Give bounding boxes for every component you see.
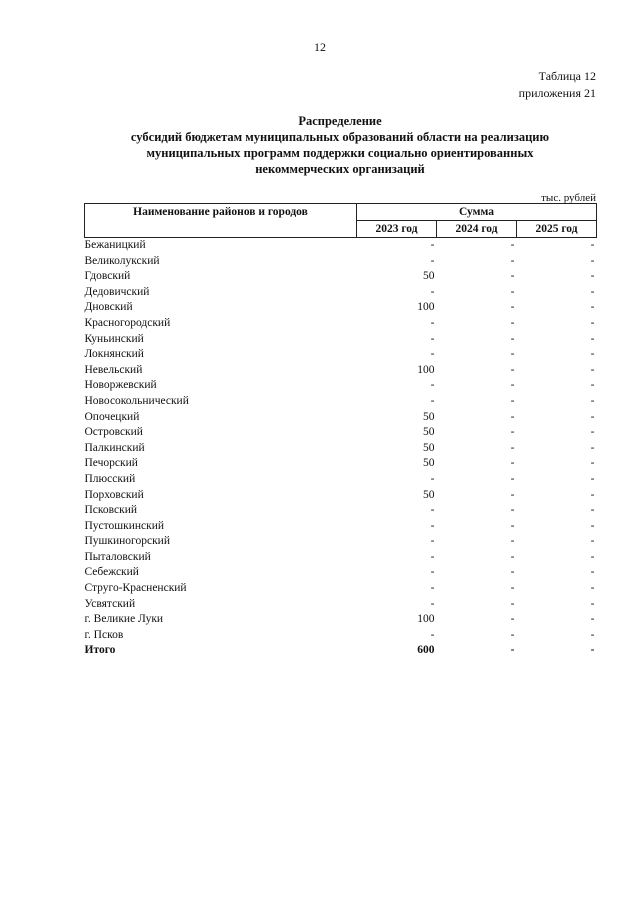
value-2024-cell: - — [510, 488, 515, 501]
value-2024-cell: - — [510, 597, 515, 610]
value-2024-cell: - — [510, 379, 515, 392]
value-2024-cell: - — [510, 566, 515, 579]
value-2023-cell: 50 — [423, 457, 435, 470]
district-name-cell: г. Псков — [84, 628, 124, 641]
value-2023-cell: - — [430, 316, 435, 329]
table-row — [85, 347, 597, 363]
table-row — [85, 394, 597, 410]
units-label: тыс. рублей — [541, 192, 596, 204]
title-line3: муниципальных программ поддержки социально ориентированных — [146, 146, 534, 160]
value-2024-cell: - — [510, 363, 515, 376]
district-name-cell: Струго-Красненский — [84, 582, 187, 595]
value-2024-cell: - — [510, 410, 515, 423]
value-2025-cell: - — [590, 472, 595, 485]
value-2023-cell: - — [430, 379, 435, 392]
value-2025-cell: - — [590, 441, 595, 454]
district-name-cell: Печорский — [84, 457, 138, 470]
value-2023-cell: - — [430, 472, 435, 485]
table-row — [85, 612, 597, 628]
total-row — [85, 643, 597, 659]
value-2025-cell: - — [590, 285, 595, 298]
title-line4: некоммерческих организаций — [255, 162, 425, 176]
table-row — [85, 238, 597, 254]
year-header-2024: 2024 год — [437, 221, 517, 238]
value-2024-cell: - — [510, 550, 515, 563]
district-name-cell: Порховский — [84, 488, 144, 501]
table-reference — [519, 68, 596, 102]
value-2025-cell: - — [590, 644, 595, 657]
value-2023-cell: - — [430, 550, 435, 563]
table-row — [85, 534, 597, 550]
value-2023-cell: 50 — [423, 488, 435, 501]
value-2024-cell: - — [510, 254, 515, 267]
value-2024-cell: - — [510, 394, 515, 407]
district-name-cell: Псковский — [84, 504, 138, 517]
value-2025-cell: - — [590, 597, 595, 610]
value-2025-cell: - — [590, 504, 595, 517]
value-2024-cell: - — [510, 457, 515, 470]
district-name-cell: Новоржевский — [84, 379, 157, 392]
value-2025-cell: - — [590, 457, 595, 470]
district-name-cell: Усвятский — [84, 597, 136, 610]
value-2024-cell: - — [510, 426, 515, 439]
year-header-2023: 2023 год — [357, 221, 437, 238]
value-2025-cell: - — [590, 316, 595, 329]
name-column-header: Наименование районов и городов — [85, 204, 357, 238]
value-2025-cell: - — [590, 379, 595, 392]
table-row — [85, 441, 597, 457]
title-line1: Распределение — [298, 114, 382, 128]
value-2023-cell: 100 — [417, 363, 435, 376]
value-2025-cell: - — [590, 426, 595, 439]
district-name-cell: Итого — [84, 644, 116, 657]
table-row — [85, 456, 597, 472]
district-name-cell: Пушкиногорский — [84, 535, 170, 548]
table-row — [85, 628, 597, 644]
value-2024-cell: - — [510, 332, 515, 345]
value-2023-cell: - — [430, 332, 435, 345]
table-row — [85, 425, 597, 441]
table-row — [85, 300, 597, 316]
table-row — [85, 597, 597, 613]
value-2024-cell: - — [510, 441, 515, 454]
value-2023-cell: - — [430, 348, 435, 361]
value-2023-cell: - — [430, 519, 435, 532]
value-2025-cell: - — [590, 348, 595, 361]
district-name-cell: Красногородский — [84, 316, 171, 329]
value-2023-cell: - — [430, 582, 435, 595]
value-2023-cell: 100 — [417, 301, 435, 314]
value-2025-cell: - — [590, 410, 595, 423]
value-2025-cell: - — [590, 488, 595, 501]
value-2025-cell: - — [590, 535, 595, 548]
district-name-cell: Гдовский — [84, 270, 131, 283]
value-2025-cell: - — [590, 628, 595, 641]
value-2025-cell: - — [590, 332, 595, 345]
value-2024-cell: - — [510, 285, 515, 298]
table-row — [85, 410, 597, 426]
value-2025-cell: - — [590, 550, 595, 563]
title-line2: субсидий бюджетам муниципальных образований области на реализацию — [130, 130, 550, 144]
value-2024-cell: - — [510, 613, 515, 626]
district-name-cell: Новосокольнический — [84, 394, 189, 407]
table-row — [85, 269, 597, 285]
value-2023-cell: 50 — [423, 441, 435, 454]
table-row — [85, 285, 597, 301]
table-row — [85, 254, 597, 270]
district-name-cell: Локнянский — [84, 348, 144, 361]
value-2025-cell: - — [590, 239, 595, 251]
district-name-cell: Дновский — [84, 301, 133, 314]
district-name-cell: Бежаницкий — [84, 239, 146, 251]
value-2024-cell: - — [510, 504, 515, 517]
value-2023-cell: 50 — [423, 270, 435, 283]
value-2024-cell: - — [510, 270, 515, 283]
value-2024-cell: - — [510, 582, 515, 595]
value-2024-cell: - — [510, 644, 515, 657]
district-name-cell: г. Великие Луки — [84, 613, 164, 626]
district-name-cell: Себежский — [84, 566, 139, 579]
document-title — [80, 113, 600, 177]
subsidy-table — [84, 203, 597, 659]
value-2023-cell: - — [430, 254, 435, 267]
value-2024-cell: - — [510, 519, 515, 532]
value-2023-cell: 50 — [423, 426, 435, 439]
value-2023-cell: - — [430, 628, 435, 641]
value-2023-cell: 600 — [417, 644, 435, 657]
value-2023-cell: - — [430, 394, 435, 407]
table-row — [85, 488, 597, 504]
value-2024-cell: - — [510, 348, 515, 361]
value-2025-cell: - — [590, 566, 595, 579]
value-2025-cell: - — [590, 582, 595, 595]
district-name-cell: Пыталовский — [84, 550, 151, 563]
value-2025-cell: - — [590, 394, 595, 407]
table-row — [85, 503, 597, 519]
table-ref-line2: приложения 21 — [518, 86, 596, 100]
district-name-cell: Островский — [84, 426, 143, 439]
district-name-cell: Великолукский — [84, 254, 160, 267]
value-2024-cell: - — [510, 316, 515, 329]
page-number: 12 — [314, 40, 326, 54]
district-name-cell: Невельский — [84, 363, 143, 376]
table-ref-line1: Таблица 12 — [538, 69, 596, 83]
value-2023-cell: - — [430, 597, 435, 610]
value-2023-cell: - — [430, 504, 435, 517]
district-name-cell: Плюсский — [84, 472, 136, 485]
value-2024-cell: - — [510, 239, 515, 251]
year-header-2025: 2025 год — [517, 221, 597, 238]
table-row — [85, 363, 597, 379]
value-2023-cell: - — [430, 285, 435, 298]
table-row — [85, 565, 597, 581]
table-row — [85, 332, 597, 348]
value-2024-cell: - — [510, 301, 515, 314]
district-name-cell: Пустошкинский — [84, 519, 165, 532]
district-name-cell: Опочецкий — [84, 410, 140, 423]
table-row — [85, 378, 597, 394]
table-row — [85, 472, 597, 488]
value-2023-cell: 50 — [423, 410, 435, 423]
value-2025-cell: - — [590, 363, 595, 376]
value-2025-cell: - — [590, 301, 595, 314]
table-row — [85, 519, 597, 535]
table-row — [85, 581, 597, 597]
district-name-cell: Куньинский — [84, 332, 144, 345]
value-2023-cell: 100 — [417, 613, 435, 626]
value-2025-cell: - — [590, 254, 595, 267]
district-name-cell: Палкинский — [84, 441, 145, 454]
value-2025-cell: - — [590, 270, 595, 283]
value-2023-cell: - — [430, 566, 435, 579]
district-name-cell: Дедовичский — [84, 285, 150, 298]
sum-column-header: Сумма — [357, 204, 597, 221]
value-2023-cell: - — [430, 535, 435, 548]
value-2024-cell: - — [510, 628, 515, 641]
value-2024-cell: - — [510, 535, 515, 548]
table-row — [85, 550, 597, 566]
value-2024-cell: - — [510, 472, 515, 485]
value-2025-cell: - — [590, 519, 595, 532]
value-2023-cell: - — [430, 239, 435, 251]
value-2025-cell: - — [590, 613, 595, 626]
table-row — [85, 316, 597, 332]
